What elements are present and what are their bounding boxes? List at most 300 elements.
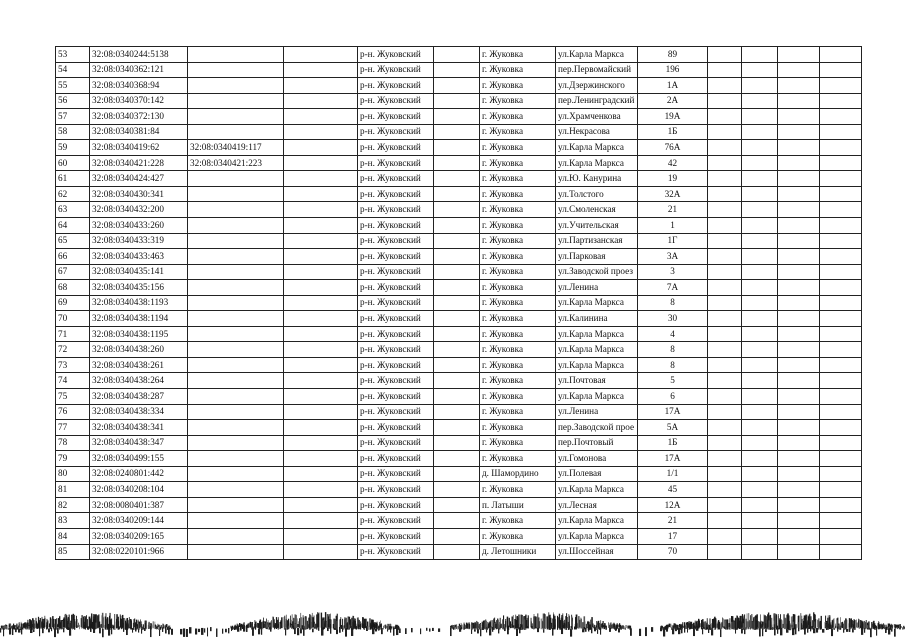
house-number-cell: 6 — [638, 389, 708, 405]
empty-cell — [820, 202, 862, 218]
district-cell: р-н. Жуковский — [358, 513, 434, 529]
empty-cell — [742, 171, 778, 187]
district-cell: р-н. Жуковский — [358, 342, 434, 358]
empty-cell — [742, 140, 778, 156]
row-number-cell: 54 — [56, 62, 90, 78]
scan-noise-strip — [0, 596, 905, 640]
empty-cell — [284, 528, 358, 544]
settlement-cell: п. Латыши — [480, 497, 556, 513]
district-cell: р-н. Жуковский — [358, 186, 434, 202]
empty-cell — [708, 47, 742, 63]
linked-cadastral-number-cell — [188, 420, 284, 436]
street-cell: ул.Смоленская — [556, 202, 638, 218]
empty-cell — [742, 357, 778, 373]
row-number-cell: 71 — [56, 326, 90, 342]
linked-cadastral-number-cell — [188, 249, 284, 265]
row-number-cell: 61 — [56, 171, 90, 187]
street-cell: ул.Карла Маркса — [556, 326, 638, 342]
row-number-cell: 79 — [56, 451, 90, 467]
empty-cell — [708, 420, 742, 436]
table-row — [56, 326, 862, 342]
district-cell: р-н. Жуковский — [358, 249, 434, 265]
empty-cell — [708, 497, 742, 513]
settlement-cell: г. Жуковка — [480, 373, 556, 389]
table-row — [56, 528, 862, 544]
settlement-cell: г. Жуковка — [480, 342, 556, 358]
empty-cell — [742, 497, 778, 513]
empty-cell — [284, 373, 358, 389]
empty-cell — [708, 326, 742, 342]
empty-cell — [778, 513, 820, 529]
table-row — [56, 357, 862, 373]
empty-cell — [820, 218, 862, 234]
house-number-cell: 1Б — [638, 124, 708, 140]
empty-cell — [708, 528, 742, 544]
empty-cell — [434, 186, 480, 202]
cadastral-number-cell: 32:08:0340438:347 — [90, 435, 188, 451]
row-number-cell: 53 — [56, 47, 90, 63]
empty-cell — [742, 218, 778, 234]
empty-cell — [778, 93, 820, 109]
empty-cell — [284, 389, 358, 405]
table-row — [56, 280, 862, 296]
cadastral-number-cell: 32:08:0340370:142 — [90, 93, 188, 109]
empty-cell — [820, 404, 862, 420]
street-cell: ул.Шоссейная — [556, 544, 638, 560]
empty-cell — [820, 109, 862, 125]
district-cell: р-н. Жуковский — [358, 171, 434, 187]
house-number-cell: 3А — [638, 249, 708, 265]
district-cell: р-н. Жуковский — [358, 466, 434, 482]
linked-cadastral-number-cell — [188, 280, 284, 296]
empty-cell — [778, 342, 820, 358]
empty-cell — [708, 389, 742, 405]
empty-cell — [708, 233, 742, 249]
table-row — [56, 249, 862, 265]
street-cell: ул.Карла Маркса — [556, 482, 638, 498]
district-cell: р-н. Жуковский — [358, 47, 434, 63]
settlement-cell: г. Жуковка — [480, 78, 556, 94]
empty-cell — [284, 342, 358, 358]
linked-cadastral-number-cell — [188, 233, 284, 249]
empty-cell — [434, 295, 480, 311]
empty-cell — [778, 249, 820, 265]
row-number-cell: 68 — [56, 280, 90, 296]
row-number-cell: 74 — [56, 373, 90, 389]
street-cell: пер.Ленинградский — [556, 93, 638, 109]
empty-cell — [820, 544, 862, 560]
empty-cell — [284, 171, 358, 187]
cadastral-number-cell: 32:08:0340421:228 — [90, 155, 188, 171]
empty-cell — [820, 513, 862, 529]
linked-cadastral-number-cell — [188, 186, 284, 202]
empty-cell — [820, 435, 862, 451]
table-row — [56, 513, 862, 529]
empty-cell — [708, 357, 742, 373]
street-cell: ул.Карла Маркса — [556, 513, 638, 529]
settlement-cell: г. Жуковка — [480, 326, 556, 342]
row-number-cell: 69 — [56, 295, 90, 311]
linked-cadastral-number-cell — [188, 528, 284, 544]
linked-cadastral-number-cell — [188, 373, 284, 389]
empty-cell — [820, 342, 862, 358]
empty-cell — [820, 497, 862, 513]
empty-cell — [778, 202, 820, 218]
empty-cell — [708, 78, 742, 94]
district-cell: р-н. Жуковский — [358, 435, 434, 451]
registry-sheet — [55, 46, 862, 560]
row-number-cell: 83 — [56, 513, 90, 529]
empty-cell — [778, 326, 820, 342]
house-number-cell: 1 — [638, 218, 708, 234]
empty-cell — [778, 451, 820, 467]
street-cell: ул.Карла Маркса — [556, 155, 638, 171]
table-row — [56, 109, 862, 125]
empty-cell — [284, 93, 358, 109]
row-number-cell: 82 — [56, 497, 90, 513]
empty-cell — [778, 420, 820, 436]
empty-cell — [742, 435, 778, 451]
cadastral-number-cell: 32:08:0340209:165 — [90, 528, 188, 544]
settlement-cell: г. Жуковка — [480, 124, 556, 140]
empty-cell — [284, 109, 358, 125]
table-row — [56, 124, 862, 140]
empty-cell — [708, 93, 742, 109]
street-cell: пер.Заводской прое — [556, 420, 638, 436]
empty-cell — [434, 78, 480, 94]
row-number-cell: 59 — [56, 140, 90, 156]
house-number-cell: 8 — [638, 295, 708, 311]
table-row — [56, 233, 862, 249]
settlement-cell: г. Жуковка — [480, 202, 556, 218]
empty-cell — [742, 249, 778, 265]
empty-cell — [284, 311, 358, 327]
row-number-cell: 56 — [56, 93, 90, 109]
table-row — [56, 311, 862, 327]
district-cell: р-н. Жуковский — [358, 124, 434, 140]
cadastral-number-cell: 32:08:0340438:260 — [90, 342, 188, 358]
empty-cell — [708, 186, 742, 202]
district-cell: р-н. Жуковский — [358, 78, 434, 94]
empty-cell — [284, 233, 358, 249]
table-row — [56, 62, 862, 78]
table-row — [56, 389, 862, 405]
empty-cell — [708, 373, 742, 389]
empty-cell — [284, 202, 358, 218]
house-number-cell: 89 — [638, 47, 708, 63]
district-cell: р-н. Жуковский — [358, 420, 434, 436]
street-cell: ул.Лесная — [556, 497, 638, 513]
street-cell: пер.Первомайский — [556, 62, 638, 78]
linked-cadastral-number-cell — [188, 62, 284, 78]
cadastral-number-cell: 32:08:0220101:966 — [90, 544, 188, 560]
empty-cell — [778, 109, 820, 125]
empty-cell — [778, 233, 820, 249]
linked-cadastral-number-cell — [188, 389, 284, 405]
row-number-cell: 66 — [56, 249, 90, 265]
linked-cadastral-number-cell — [188, 451, 284, 467]
empty-cell — [778, 435, 820, 451]
table-row — [56, 404, 862, 420]
empty-cell — [778, 482, 820, 498]
empty-cell — [778, 295, 820, 311]
empty-cell — [742, 482, 778, 498]
table-row — [56, 451, 862, 467]
street-cell: ул.Карла Маркса — [556, 528, 638, 544]
settlement-cell: г. Жуковка — [480, 233, 556, 249]
empty-cell — [742, 311, 778, 327]
district-cell: р-н. Жуковский — [358, 233, 434, 249]
settlement-cell: г. Жуковка — [480, 280, 556, 296]
empty-cell — [434, 528, 480, 544]
house-number-cell: 42 — [638, 155, 708, 171]
empty-cell — [742, 466, 778, 482]
linked-cadastral-number-cell — [188, 202, 284, 218]
row-number-cell: 73 — [56, 357, 90, 373]
street-cell: ул.Ленина — [556, 280, 638, 296]
district-cell: р-н. Жуковский — [358, 404, 434, 420]
settlement-cell: г. Жуковка — [480, 513, 556, 529]
district-cell: р-н. Жуковский — [358, 326, 434, 342]
linked-cadastral-number-cell — [188, 513, 284, 529]
cadastral-number-cell: 32:08:0240801:442 — [90, 466, 188, 482]
cadastral-number-cell: 32:08:0340433:319 — [90, 233, 188, 249]
table-body — [56, 47, 862, 560]
empty-cell — [778, 357, 820, 373]
empty-cell — [434, 497, 480, 513]
settlement-cell: г. Жуковка — [480, 357, 556, 373]
settlement-cell: г. Жуковка — [480, 47, 556, 63]
settlement-cell: г. Жуковка — [480, 528, 556, 544]
house-number-cell: 1Г — [638, 233, 708, 249]
linked-cadastral-number-cell — [188, 544, 284, 560]
empty-cell — [708, 342, 742, 358]
empty-cell — [434, 202, 480, 218]
linked-cadastral-number-cell — [188, 109, 284, 125]
empty-cell — [820, 62, 862, 78]
settlement-cell: г. Жуковка — [480, 404, 556, 420]
linked-cadastral-number-cell — [188, 295, 284, 311]
empty-cell — [708, 513, 742, 529]
empty-cell — [820, 124, 862, 140]
empty-cell — [820, 326, 862, 342]
house-number-cell: 76А — [638, 140, 708, 156]
house-number-cell: 5А — [638, 420, 708, 436]
settlement-cell: г. Жуковка — [480, 218, 556, 234]
district-cell: р-н. Жуковский — [358, 528, 434, 544]
house-number-cell: 21 — [638, 513, 708, 529]
empty-cell — [708, 140, 742, 156]
house-number-cell: 2А — [638, 93, 708, 109]
empty-cell — [778, 47, 820, 63]
empty-cell — [778, 280, 820, 296]
linked-cadastral-number-cell — [188, 497, 284, 513]
table-row — [56, 482, 862, 498]
house-number-cell: 7А — [638, 280, 708, 296]
empty-cell — [742, 528, 778, 544]
house-number-cell: 30 — [638, 311, 708, 327]
empty-cell — [284, 497, 358, 513]
settlement-cell: г. Жуковка — [480, 482, 556, 498]
district-cell: р-н. Жуковский — [358, 451, 434, 467]
linked-cadastral-number-cell — [188, 47, 284, 63]
empty-cell — [820, 93, 862, 109]
empty-cell — [434, 124, 480, 140]
settlement-cell: д. Летошники — [480, 544, 556, 560]
cadastral-number-cell: 32:08:0340438:1195 — [90, 326, 188, 342]
empty-cell — [778, 404, 820, 420]
cadastral-number-cell: 32:08:0340432:200 — [90, 202, 188, 218]
empty-cell — [742, 326, 778, 342]
house-number-cell: 8 — [638, 357, 708, 373]
cadastral-number-cell: 32:08:0340438:341 — [90, 420, 188, 436]
linked-cadastral-number-cell — [188, 342, 284, 358]
house-number-cell: 17А — [638, 404, 708, 420]
empty-cell — [742, 62, 778, 78]
empty-cell — [284, 280, 358, 296]
cadastral-number-cell: 32:08:0340424:427 — [90, 171, 188, 187]
empty-cell — [434, 544, 480, 560]
street-cell: ул.Гомонова — [556, 451, 638, 467]
empty-cell — [820, 233, 862, 249]
street-cell: ул.Карла Маркса — [556, 389, 638, 405]
district-cell: р-н. Жуковский — [358, 389, 434, 405]
empty-cell — [708, 155, 742, 171]
settlement-cell: г. Жуковка — [480, 435, 556, 451]
linked-cadastral-number-cell — [188, 326, 284, 342]
empty-cell — [434, 218, 480, 234]
row-number-cell: 70 — [56, 311, 90, 327]
empty-cell — [778, 389, 820, 405]
empty-cell — [820, 295, 862, 311]
empty-cell — [708, 482, 742, 498]
empty-cell — [284, 420, 358, 436]
row-number-cell: 85 — [56, 544, 90, 560]
empty-cell — [820, 482, 862, 498]
table-row — [56, 544, 862, 560]
table-row — [56, 186, 862, 202]
settlement-cell: г. Жуковка — [480, 311, 556, 327]
empty-cell — [742, 264, 778, 280]
empty-cell — [434, 280, 480, 296]
house-number-cell: 32А — [638, 186, 708, 202]
linked-cadastral-number-cell — [188, 78, 284, 94]
district-cell: р-н. Жуковский — [358, 264, 434, 280]
street-cell: ул.Карла Маркса — [556, 342, 638, 358]
empty-cell — [434, 47, 480, 63]
house-number-cell: 12А — [638, 497, 708, 513]
settlement-cell: г. Жуковка — [480, 389, 556, 405]
linked-cadastral-number-cell — [188, 171, 284, 187]
row-number-cell: 77 — [56, 420, 90, 436]
empty-cell — [284, 326, 358, 342]
empty-cell — [742, 280, 778, 296]
empty-cell — [434, 311, 480, 327]
empty-cell — [778, 497, 820, 513]
linked-cadastral-number-cell — [188, 435, 284, 451]
empty-cell — [820, 389, 862, 405]
empty-cell — [434, 404, 480, 420]
empty-cell — [778, 311, 820, 327]
cadastral-number-cell: 32:08:0080401:387 — [90, 497, 188, 513]
district-cell: р-н. Жуковский — [358, 62, 434, 78]
linked-cadastral-number-cell — [188, 93, 284, 109]
empty-cell — [742, 513, 778, 529]
empty-cell — [778, 78, 820, 94]
empty-cell — [742, 389, 778, 405]
table-row — [56, 420, 862, 436]
table-row — [56, 264, 862, 280]
row-number-cell: 67 — [56, 264, 90, 280]
table-row — [56, 466, 862, 482]
district-cell: р-н. Жуковский — [358, 155, 434, 171]
cadastral-number-cell: 32:08:0340433:260 — [90, 218, 188, 234]
street-cell: ул.Ю. Канурина — [556, 171, 638, 187]
linked-cadastral-number-cell: 32:08:0340419:117 — [188, 140, 284, 156]
street-cell: ул.Учительская — [556, 218, 638, 234]
empty-cell — [434, 435, 480, 451]
settlement-cell: д. Шамордино — [480, 466, 556, 482]
table-row — [56, 78, 862, 94]
street-cell: ул.Парковая — [556, 249, 638, 265]
street-cell: ул.Карла Маркса — [556, 47, 638, 63]
cadastral-number-cell: 32:08:0340368:94 — [90, 78, 188, 94]
empty-cell — [708, 124, 742, 140]
empty-cell — [778, 218, 820, 234]
empty-cell — [742, 342, 778, 358]
cadastral-number-cell: 32:08:0340438:1194 — [90, 311, 188, 327]
empty-cell — [434, 357, 480, 373]
district-cell: р-н. Жуковский — [358, 544, 434, 560]
settlement-cell: г. Жуковка — [480, 155, 556, 171]
empty-cell — [778, 124, 820, 140]
cadastral-number-cell: 32:08:0340419:62 — [90, 140, 188, 156]
empty-cell — [820, 311, 862, 327]
settlement-cell: г. Жуковка — [480, 295, 556, 311]
settlement-cell: г. Жуковка — [480, 62, 556, 78]
empty-cell — [820, 466, 862, 482]
empty-cell — [742, 544, 778, 560]
row-number-cell: 63 — [56, 202, 90, 218]
street-cell: ул.Некрасова — [556, 124, 638, 140]
empty-cell — [708, 466, 742, 482]
street-cell: ул.Полевая — [556, 466, 638, 482]
empty-cell — [284, 47, 358, 63]
empty-cell — [742, 295, 778, 311]
empty-cell — [778, 264, 820, 280]
empty-cell — [708, 171, 742, 187]
settlement-cell: г. Жуковка — [480, 171, 556, 187]
empty-cell — [434, 482, 480, 498]
table-row — [56, 295, 862, 311]
empty-cell — [434, 326, 480, 342]
row-number-cell: 57 — [56, 109, 90, 125]
empty-cell — [434, 451, 480, 467]
empty-cell — [778, 62, 820, 78]
settlement-cell: г. Жуковка — [480, 249, 556, 265]
district-cell: р-н. Жуковский — [358, 280, 434, 296]
empty-cell — [778, 544, 820, 560]
empty-cell — [820, 155, 862, 171]
table-row — [56, 140, 862, 156]
house-number-cell: 5 — [638, 373, 708, 389]
table-row — [56, 435, 862, 451]
cadastral-number-cell: 32:08:0340362:121 — [90, 62, 188, 78]
empty-cell — [742, 93, 778, 109]
house-number-cell: 17А — [638, 451, 708, 467]
table-row — [56, 218, 862, 234]
empty-cell — [778, 466, 820, 482]
